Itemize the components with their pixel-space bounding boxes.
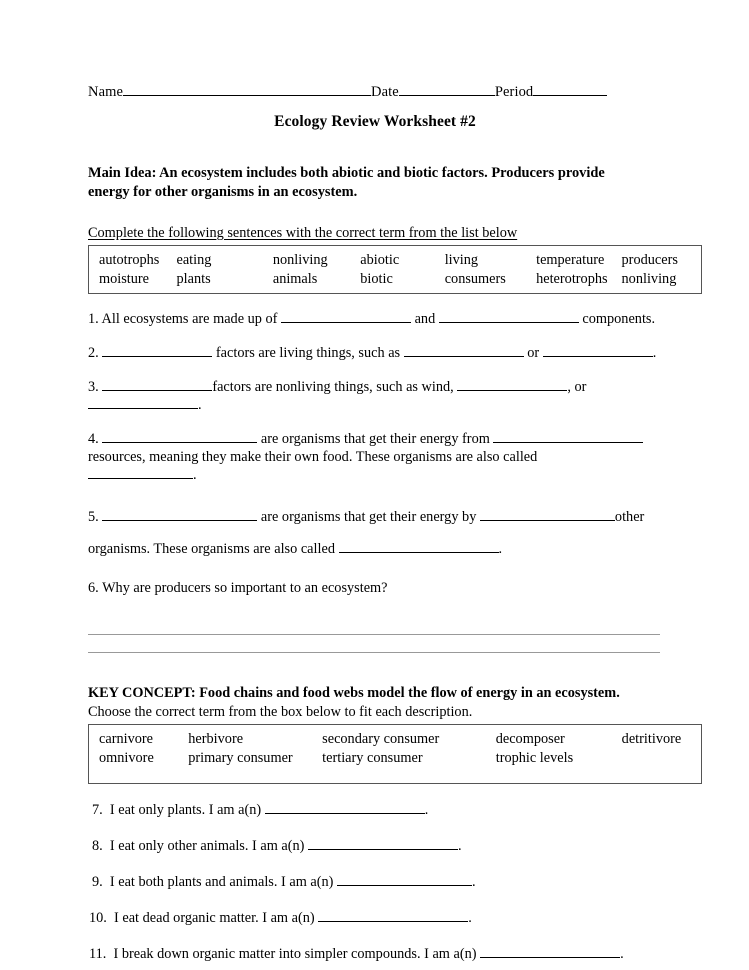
question-6-text: Why are producers so important to an ecosystem? — [102, 580, 388, 596]
question-7 — [88, 801, 662, 819]
word-bank-term: autotrophs — [99, 252, 160, 268]
word-bank-term: herbivore — [188, 731, 244, 747]
question-2 — [88, 344, 662, 362]
question-11-number: 11. — [89, 946, 107, 962]
question-5-text-a: are organisms that get their energy by — [260, 509, 477, 525]
question-5-blank-3[interactable] — [339, 541, 499, 553]
word-bank-term: living — [444, 252, 479, 268]
question-1-number: 1. — [88, 311, 99, 327]
question-11-text: I break down organic matter into simpler compounds. I am a(n) — [113, 946, 477, 962]
question-3-text-a: factors are nonliving things, such as wind, — [212, 379, 454, 395]
question-2-blank-2[interactable] — [404, 345, 524, 357]
question-2-blank-3[interactable] — [543, 345, 653, 357]
period-label: Period — [494, 84, 534, 100]
word-bank-term: primary consumer — [188, 749, 293, 766]
question-11 — [88, 945, 662, 963]
worksheet-content — [88, 84, 682, 963]
page-title: Ecology Review Worksheet #2 — [274, 113, 476, 130]
answer-line[interactable] — [88, 635, 660, 653]
question-1-text-b: and — [414, 311, 436, 327]
word-bank-term: consumers — [444, 270, 506, 287]
word-bank-two — [88, 724, 702, 784]
word-bank-one-row-1 — [99, 251, 701, 270]
date-label: Date — [371, 84, 399, 100]
word-bank-term — [622, 749, 701, 768]
word-bank-term: carnivore — [99, 731, 153, 747]
question-1 — [88, 310, 662, 328]
question-9-number: 9. — [92, 874, 103, 890]
word-bank-one-row-2 — [99, 270, 701, 289]
word-bank-term: biotic — [360, 270, 393, 287]
word-bank-term: omnivore — [99, 749, 154, 766]
word-bank-term: abiotic — [360, 252, 400, 268]
question-2-text-c: . — [652, 345, 657, 361]
question-11-blank[interactable] — [480, 946, 620, 958]
question-4-text-a: are organisms that get their energy from — [260, 431, 490, 447]
question-3-number: 3. — [88, 379, 99, 395]
word-bank-term: decomposer — [495, 731, 565, 747]
question-9-blank[interactable] — [337, 874, 472, 886]
question-9 — [88, 873, 662, 891]
question-3-blank-3[interactable] — [88, 397, 198, 409]
key-concept-block — [88, 684, 662, 721]
question-10 — [88, 909, 662, 927]
question-4-blank-3[interactable] — [88, 467, 193, 479]
word-bank-term: heterotrophs — [536, 270, 608, 287]
question-5 — [88, 501, 668, 565]
word-bank-term: detritivore — [621, 731, 682, 747]
word-bank-term: tertiary consumer — [322, 749, 423, 766]
name-blank[interactable] — [123, 84, 371, 96]
question-8-blank[interactable] — [308, 838, 458, 850]
question-3-text-b: , or — [567, 379, 587, 395]
question-5-blank-2[interactable] — [480, 509, 615, 521]
question-7-blank[interactable] — [265, 802, 425, 814]
question-5-text-d: . — [498, 541, 503, 557]
question-2-text-b: or — [527, 345, 540, 361]
instruction-part-one-text: Complete the following sentences with the correct term from the list below — [88, 225, 518, 241]
question-6 — [88, 579, 662, 597]
word-bank-term: producers — [621, 252, 678, 268]
word-bank-term: eating — [176, 252, 212, 268]
question-5-blank-1[interactable] — [102, 509, 257, 521]
question-1-text-c: components. — [582, 311, 656, 327]
question-10-blank[interactable] — [318, 910, 468, 922]
question-7-end: . — [424, 802, 429, 818]
question-2-blank-1[interactable] — [102, 345, 212, 357]
question-7-number: 7. — [92, 802, 103, 818]
word-bank-two-row-1 — [99, 730, 701, 749]
question-9-text: I eat both plants and animals. I am a(n) — [109, 874, 334, 890]
question-3-text-c: . — [198, 397, 202, 413]
question-3-blank-1[interactable] — [102, 379, 212, 391]
question-10-end: . — [468, 910, 472, 926]
word-bank-one — [88, 245, 702, 294]
student-info-row — [88, 84, 662, 101]
question-8 — [88, 837, 662, 855]
question-1-text-a: All ecosystems are made up of — [101, 311, 278, 327]
question-1-blank-1[interactable] — [281, 311, 411, 323]
main-idea-statement: Main Idea: An ecosystem includes both abiotic and biotic factors. Producers provide energy for other organisms in an ecosystem. — [88, 165, 605, 200]
question-2-text-a: factors are living things, such as — [215, 345, 401, 361]
instruction-part-one — [88, 224, 662, 242]
word-bank-term: plants — [176, 270, 211, 287]
question-5-text-c: organisms. These organisms are also called — [88, 541, 335, 557]
question-8-text: I eat only other animals. I am a(n) — [109, 838, 305, 854]
key-concept-title: KEY CONCEPT: Food chains and food webs model the flow of energy in an ecosystem. — [88, 685, 620, 701]
question-6-number: 6. — [88, 580, 99, 596]
period-blank[interactable] — [533, 84, 607, 96]
question-3 — [88, 378, 668, 414]
question-10-number: 10. — [89, 910, 107, 926]
question-5-number: 5. — [88, 509, 99, 525]
question-8-number: 8. — [92, 838, 103, 854]
question-10-text: I eat dead organic matter. I am a(n) — [114, 910, 315, 926]
word-bank-term: nonliving — [272, 252, 328, 268]
question-4-blank-1[interactable] — [102, 431, 257, 443]
word-bank-term: nonliving — [621, 270, 677, 287]
word-bank-term: moisture — [99, 270, 150, 287]
question-1-blank-2[interactable] — [439, 311, 579, 323]
word-bank-term: animals — [272, 270, 318, 287]
question-9-end: . — [471, 874, 476, 890]
question-6-answer-area — [88, 617, 662, 653]
question-4-blank-2[interactable] — [493, 431, 643, 443]
word-bank-term: temperature — [536, 252, 605, 268]
question-4-text-b: resources, meaning they make their own food. These organisms are also called — [88, 449, 538, 465]
question-11-end: . — [620, 946, 624, 962]
key-concept-subtitle: Choose the correct term from the box below to fit each description. — [88, 704, 473, 720]
question-3-blank-2[interactable] — [457, 379, 567, 391]
word-bank-term: secondary consumer — [322, 731, 440, 747]
name-label: Name — [88, 84, 124, 100]
question-4-text-c: . — [193, 467, 197, 483]
question-4-number: 4. — [88, 431, 99, 447]
question-7-text: I eat only plants. I am a(n) — [109, 802, 262, 818]
question-5-text-b: other — [614, 509, 645, 525]
question-2-number: 2. — [88, 345, 99, 361]
word-bank-two-row-2 — [99, 749, 701, 768]
question-4 — [88, 430, 668, 484]
answer-line[interactable] — [88, 617, 660, 635]
date-blank[interactable] — [399, 84, 495, 96]
word-bank-term: trophic levels — [495, 749, 574, 766]
question-8-end: . — [458, 838, 462, 854]
